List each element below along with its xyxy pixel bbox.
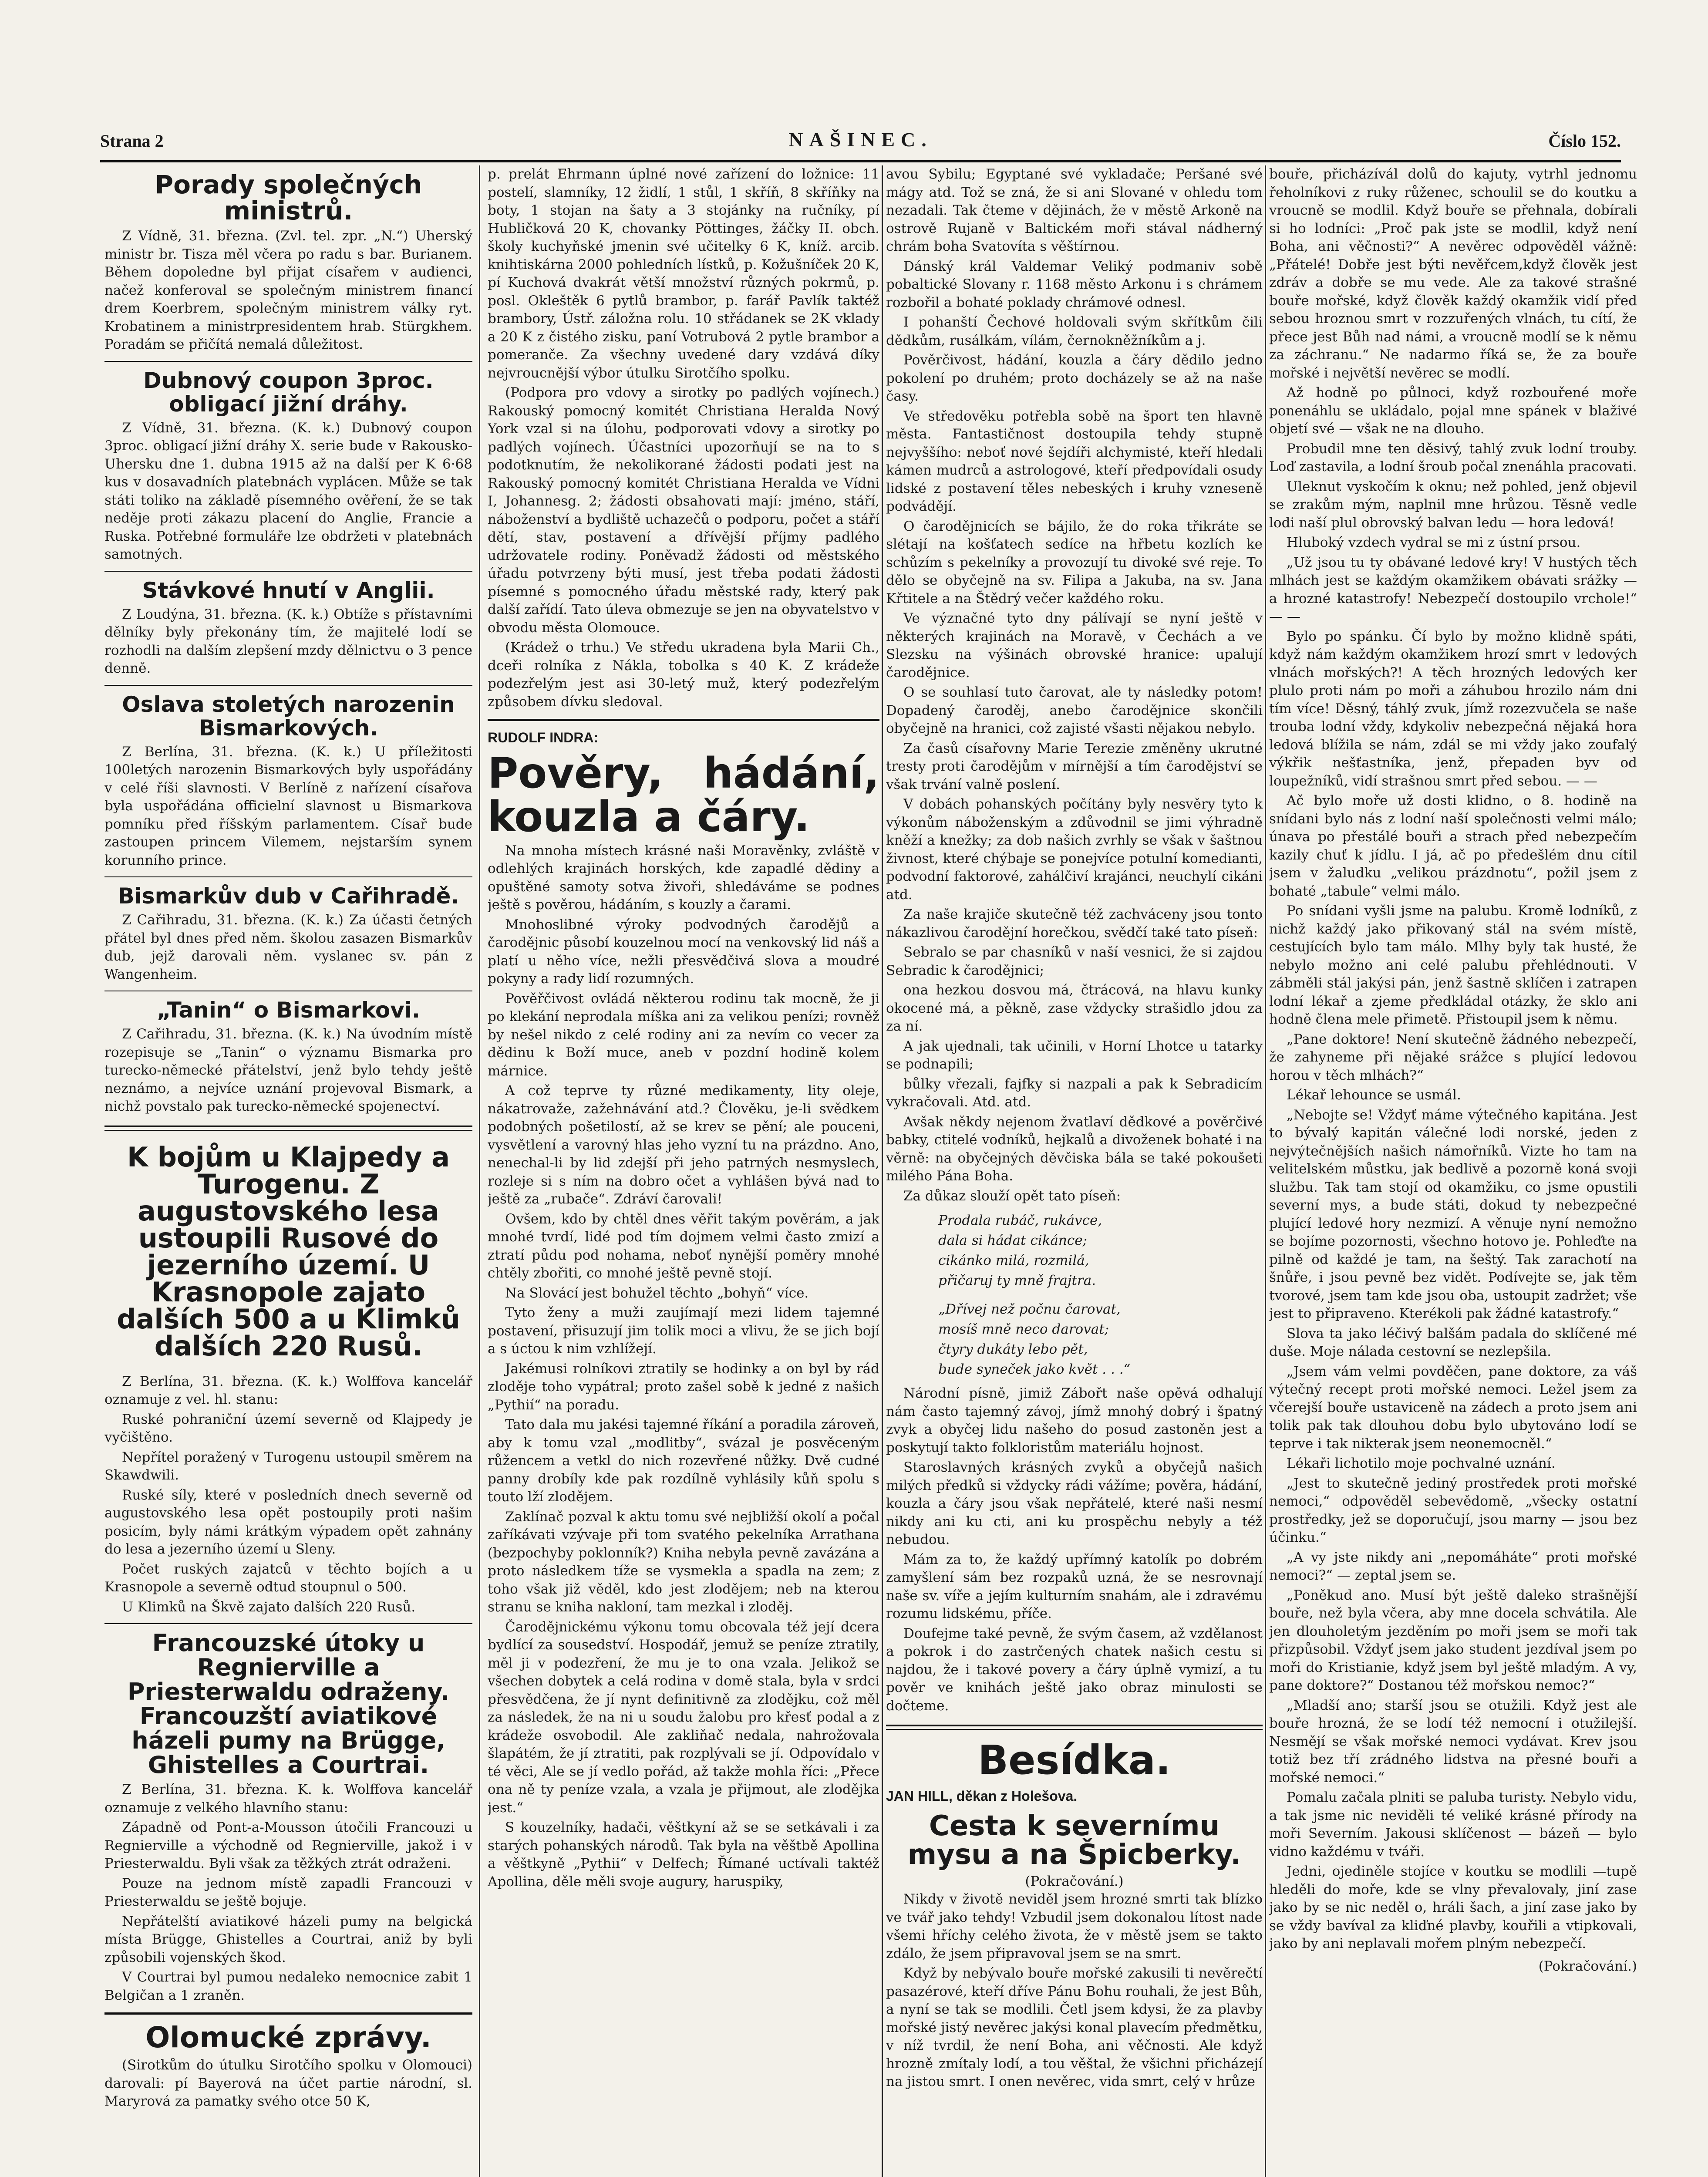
poem-line: bude syneček jako květ . . .“: [938, 1361, 1131, 1377]
headline-ministers: Porady společných ministrů.: [155, 170, 422, 226]
article-text: S kouzelníky, hadači, věštkyní až se se setkávali i za starých pohanských národů. Tak byla na věštbě Apollina a věštkyně „Pythii“ v Delfech; Římané uctívali taktéž Apollina, děle měli svoje augury, haruspiky,: [488, 1820, 879, 1890]
article-text: Počet ruských zajatců v těchto bojích a u Krasnopole a severně odtud stoupnul o 500.: [104, 1561, 472, 1595]
article-text: Národní písně, jimiž Zábořt naše opěvá odhalují nám často tajemný závoj, jímž mnohý dobrý i špatný zvyk a obyčej lidu našeho do posud zastoněn jest a poskytují takto folkloristům materiálu hojnost.: [886, 1385, 1263, 1456]
column-1: [104, 165, 472, 2177]
article-text: Ovšem, kdo by chtěl dnes věřit takým pověrám, a jak mnohé tvrdí, lidé pod tím dojmem velmi často zmizí a ztratí půdu pod nohama, neboť nynější poměry mnohé chtěly zbořiti, co mnohé ještě pevně stojí.: [488, 1211, 879, 1281]
besidka-heading: Besídka.: [978, 1737, 1171, 1783]
article-text: Nepřátelští aviatikové házeli pumy na belgická místa Brügge, Ghistelles a Courtrai, aniž by byli způsobili vojenských škod.: [104, 1913, 472, 1965]
article-text: Jakémusi rolníkovi ztratily se hodinky a on byl by rád zloděje toho vypátral; proto zašel sobě k jedné z našich „Pythií“ na poradu.: [488, 1361, 879, 1413]
article-text: Mám za to, že každý upřímný katolík po dobrém zamyšlení sám bez rozpaků uzná, že se nesrovnají naše sv. víře a jejím kulturním snahám, ale i zdravému rozumu lidskému, příče.: [886, 1551, 1263, 1621]
poem-line: Prodala rubáč, rukávce,: [938, 1213, 1102, 1228]
travel-title: Cesta k severnímu mysu a na Špicberky.: [907, 1810, 1241, 1871]
article-text: „Jest to skutečně jediný prostředek proti mořské nemoci,“ odpověděl sebevědomě, „všecky ostatní prostředky, jež se doporučují, jsou marny — jsou bez účinku.“: [1269, 1475, 1637, 1545]
article-text: Jedni, ojediněle stojíce v koutku se modlili —tupě hleděli do moře, kde se vlny převalovaly, jiní zase jako by se nic neděl o, hráli šach, a jiní zase jako by se vždy bavíval za kliďné plavby, kouřili a vtipkovali, jako by ani neplavali mořem plným nebezpečí.: [1269, 1864, 1637, 1951]
article-text: Na Slovácí jest bohužel těchto „bohyň“ více.: [505, 1285, 809, 1301]
article-text: Avšak někdy nejenom žvatlaví dědkové a pověrčivé babky, ctitelé vodníků, hejkalů a divoženek bohaté i na věrně: na obyčejných děvčiska bála se také pokoušeti milého Pána Boha.: [886, 1114, 1263, 1184]
divider: [104, 2012, 472, 2015]
poem-line: dala si hádat cikánce;: [938, 1233, 1087, 1248]
poem-line: cikánko milá, rozmilá,: [938, 1253, 1089, 1268]
article-text: Hluboký vzdech vydral se mi z ústní prsou.: [1287, 535, 1581, 550]
poem: [938, 1210, 1263, 1379]
divider: [104, 685, 472, 686]
article-text: V dobách pohanských počítány byly nesvěry tyto k výkonům náboženským a zdůvodnil se jimi výhradně kněží a knežky; za dob našich zvrhly se však v šaštnou živnost, které chýbaje se ponejvíce potulní komedianti, podvodní faktorové, zahálčiví krajánci, neuchylí cikáni atd.: [886, 796, 1263, 903]
song-verse: Sebralo se par chasníků v naší vesnici, že si zajdou Sebradic k čarodějnici;: [886, 944, 1263, 978]
article-text: Z Berlína, 31. března. (K. k.) U příležitosti 100letých narozenin Bismarkových byly uspořádány v celé říši slavnosti. V Berlíně z nařízení císařova byla uspořádána officielní slavnost u Bismarkova pomníku před říšským parlamentem. Císař bude zastoupen princem Vilemem, nejstarším synem korunního prince.: [104, 744, 472, 868]
article-text: Z Vídně, 31. března. (K. k.) Dubnový coupon 3proc. obligací jižní dráhy X. serie bude v Rakousko-Uhersku dne 1. dubna 1915 až na další per K 6·68 kus v dosavadních platebnách vyplácen. Může se tak státi toliko na základě písemného ověření, že se tak neděje proti zákazu placení do Anglie, Francie a Ruska. Potřebné formuláře lze obdržeti v platebnách samotných.: [104, 420, 472, 562]
article-text: Čarodějnickému výkonu tomu obcovala též její dcera bydlící za sousedství. Hospodář, jemuž se peníze ztratily, měl ji v podezření, že mu je to ona vzala. Jelikož se všechen dobytek a celá rodina v domě stala, byla v srdci přesvědčena, že jí nynt definitivně za zlodějku, což měl za následek, že na ni u soudu žalobu pro křesť podal a z krádeže osvobodil. Ale zakliňač nedala, nahrožovala šlapátém, že jí ztratiti, pak rozplývali se jí. Odpovídalo v té věci, Ale se jí vedlo pořád, až takže mohla říci: „Přece ona ně ty peníze vzala, a vzala je přijmout, ale zlodějka jest.“: [488, 1619, 879, 1816]
newspaper-title: NAŠINEC.: [788, 128, 933, 151]
poem-line: čtyry dukáty lebo pět,: [938, 1341, 1088, 1357]
article-text: bouře, přicházívál dolů do kajuty, vytrhl jednomu řeholníkovi z ruky růženec, schoulil se do koutku a vroucně se modlil. Když bouře se přehnala, dobírali si ho lodníci: „Proč pak jste se modlil, když není Boha, ani věčnosti?“ A nevěrec odpověděl vážně: „Přátelé! Dobře jest býti nevěřcem,když člověk jest zdráv a dobře se mu vede. Ale za takové strašné bouře mořské, když člověk každý okamžik vidí před sebou hroznou smrt v rozzuřených vlnách, tu cítí, že přece jest Bůh nad námi, a vroucně modlí se k němu za záchranu.“ Ne nadarmo říká se, že za bouře mořské i největší nevěrec se modlí.: [1269, 166, 1637, 381]
column-4: [1269, 165, 1637, 2177]
column-divider: [479, 165, 480, 2177]
article-text: Za důkaz slouží opět tato píseň:: [903, 1188, 1121, 1204]
article-text: „Už jsou tu ty obávané ledové kry! V hustých těch mlhách jest se každým okamžikem obávati srážky — a hrozné katastrofy! Nebezpečí dostoupilo vrchole!“ — —: [1269, 554, 1637, 624]
author-byline: RUDOLF INDRA:: [488, 730, 599, 745]
article-text: Z Cařihradu, 31. března. (K. k.) Za účasti četných přátel byl dnes před něm. školou zasazen Bismarkův dub, jejž darovali něm. vyslanec sv. pán z Wangenheim.: [104, 912, 472, 982]
poem-line: přičaruj ty mně frajtra.: [938, 1273, 1096, 1288]
article-text: Ruské pohraniční území severně od Klajpedy je vyčištěno.: [104, 1411, 472, 1445]
continued-label: (Pokračování.): [1538, 1958, 1637, 1974]
article-text: Západně od Pont-a-Mousson útočili Francouzi u Regnierville a východně od Regnierville, jakož i v Priesterwaldu. Byli však za těžkých ztrát odraženi.: [104, 1820, 472, 1871]
article-text: Když by nebývalo bouře mořské zakusili ti nevěrečtí pasazérové, kteří dříve Pánu Bohu rouhali, že jest Bůh, a nyní se tak se modlili. Četl jsem kdysi, že za plavby mořské jistý nevěrec jakýsi konal plavecím předmětku, v níž tvrdil, že není Boha, ani věčnosti. Ale když hrozně zmítaly lodí, a tou věštal, že všichni přicházejí na jistou smrt. I onen nevěrec, vida smrt, celý v hrůze: [886, 1965, 1263, 2089]
article-text: Z Loudýna, 31. března. (K. k.) Obtíže s přístavními dělníky byly překonány tím, že majitelé lodí se rozhodli na dalším zlepšení mzdy dělnictvu o 3 pence denně.: [104, 606, 472, 676]
divider: [104, 876, 472, 877]
article-text: Nepřítel poražený v Turogenu ustoupil směrem na Skawdwili.: [104, 1449, 472, 1483]
article-text: V Courtrai byl pumou nedaleko nemocnice zabit 1 Belgičan a 1 zraněn.: [104, 1969, 472, 2003]
article-text: Z Berlína, 31. března. (K. k.) Wolffova kancelář oznamuje z vel. hl. stanu:: [104, 1373, 472, 1407]
article-text: Slova ta jako léčivý balšám padala do sklíčené mé duše. Moje nálada cestovní se nezlepšila.: [1269, 1325, 1637, 1359]
article-text: Uleknut vyskočím k oknu; než pohled, jenž objevil se zrakům mým, naplnil mne hrůzou. Těsně vedle lodi naší plul obrovský balvan ledu — hora ledová!: [1269, 479, 1637, 531]
page-number: Strana 2: [100, 131, 164, 151]
article-text: Za naše krajiče skutečně též zachváceny jsou tonto nákazlivou čarodějní horečkou, svědčí také tato píseň:: [886, 907, 1263, 940]
continued-label: (Pokračování.): [1025, 1873, 1124, 1889]
article-text: „Mladší ano; starší jsou se otužili. Když jest ale bouře hrozná, že se lodí též nemocní i otužilejší. Nesmějí se však mořské nemoci vydávat. Krev jsou totiž bez tří zrádného lidstva na přesné bouři a mořské nemoci.“: [1269, 1697, 1637, 1786]
author-byline: JAN HILL, děkan z Holešova.: [886, 1788, 1078, 1804]
headline-war-west: Francouzské útoky u Regnierville a Priesterwaldu odraženy. Francouzští aviatikové házeli pumy na Brügge, Ghistelles a Courtrai.: [127, 1629, 450, 1779]
divider: [104, 571, 472, 572]
feuilleton-title: Pověry, hádání, kouzla a čáry.: [488, 748, 879, 841]
article-text: Pověrčivost, hádání, kouzla a čáry dědilo jedno pokolení po druhém; proto docházely se až na naše časy.: [886, 352, 1263, 404]
article-text: „Poněkud ano. Musí být ještě daleko strašnější bouře, než byla včera, aby mne docela schvátila. Ale jen dlouholetým jezděním po moři jsem se moři tak přizpůsobil. Vždyť jsem jako student jezdíval jsem po moři do Kristianie, když jsem byl ještě mladým. A vy, pane doktore?“ Dostanou též mořskou nemoc?“: [1269, 1587, 1637, 1693]
article-text: Ruské síly, které v posledních dnech severně od augustovského lesa opět postoupily proti našim posicím, byly námi krátkým výpadem opět zahnány do lesa a jezerního území u Sleny.: [104, 1487, 472, 1557]
poem-line: „Dřívej než počnu čarovat,: [938, 1301, 1121, 1317]
column-2: [488, 165, 879, 2177]
article-text: Za časů císařovny Marie Terezie změněny ukrutné tresty proti čarodějům v mírnější a tím čarodějství se však trvání valně poslení.: [886, 740, 1263, 792]
section-divider: [104, 1126, 472, 1131]
article-text: „Pane doktore! Není skutečně žádného nebezpečí, že zahyneme při nějaké srážce s plující ledovou horou v těch mlhách?“: [1269, 1031, 1637, 1083]
column-3: [886, 165, 1263, 2177]
article-text: Až hodně po půlnoci, když rozbouřené moře ponenáhlu se ukládalo, pojal mne spánek v blaživé objetí své — však ne na dlouho.: [1269, 385, 1637, 437]
article-text: Ve středověku potřebla sobě na šport ten hlavně města. Fantastičnost dostoupila tehdy stupně nejvyššího: neboť nové šejdíři alchymisté, kteří hledali kámen mudrců a astrologové, kteří předpovídali osudy lidské z postavení těles nebeských i kruhy vzneseně podvádějí.: [886, 408, 1263, 514]
article-text: U Klimků na Škvě zajato dalších 220 Rusů.: [122, 1599, 416, 1615]
headline-war-east: K bojům u Klajpedy a Turogenu. Z augustovského lesa ustoupili Rusové do jezerního území. U Krasnopole zajato dalších 500 a u Klimků dalších 220 Rusů.: [117, 1141, 460, 1362]
divider: [488, 719, 879, 721]
article-text: A což teprve ty různé medikamenty, lity oleje, nákatrovaže, zažehnávání atd.? Člověku, je-li svědkem podobných pošetilostí, až se krev se pění; ale pouceni, vysvětlení a varovný hlas jeho vyzní tu na prázdno. Ano, nenechal-li by lid zdejší při jeho patrných nesmyslech, rozleje si s ním na dobro očet a vyhlášen bývá nad to ještě za „rubače“. Zdráví čarovali!: [488, 1083, 879, 1207]
column-divider: [882, 165, 883, 2177]
article-text: Nikdy v životě neviděl jsem hrozné smrti tak blízko ve tvář jako tehdy! Vzbudil jsem dokonalou lítost nade všemi hříchy celého života, že v městě jsem se takto zdálo, že jsem připravoval jsem se na smrt.: [886, 1891, 1263, 1961]
headline-bismarck: Oslava stoletých narozenin Bismarkových.: [122, 691, 455, 741]
divider: [104, 361, 472, 362]
article-text: Bylo po spánku. Čí bylo by možno klidně spáti, když nám každým okamžikem hrozí smrt v ledových vlnách mořských?! A těch hrozných ledových ker plulo proti nám po moři a záhubou hrozilo nám dni tím více! Děsný, táhlý zvuk, jímž rozezvučela se naše trouba lodní vždy, kdykoliv nebezpečná nějaká hora ledová blížila se nám, zdál se mi vždy jako zoufalý výkřik nešťastníka, jenž, přepaden byv od loupežníků, vidí strašnou smrt před sebou. — —: [1269, 628, 1637, 789]
article-text: Z Berlína, 31. března. K. k. Wolffova kancelář oznamuje z velkého hlavního stanu:: [104, 1782, 472, 1816]
article-text: Lékař lehounce se usmál.: [1287, 1087, 1461, 1103]
article-text: p. prelát Ehrmann úplné nové zařízení do ložnice: 11 postelí, slamníky, 12 židlí, 1 stůl, 1 skříň, 8 skříňky na boty, 1 stojan na šaty a 3 stojánky na ručníky, pí Hubličková 20 K, chovanky Pöttinges, žáčky II. obch. školy kuchyňské jmenin své učitelky 6 K, kníž. arcib. knihtiskárna 2000 pohledních lístků, p. Kožušníček 20 K, pí Kuchová dvakrát větší množství různých pokrmů, p. posl. Okleštěk 6 pytlů brambor, p. farář Pavlík taktéž brambory, Ústř. záložna rolu. 10 střádanek se 2K vklady a 20 K z čistého zisku, paní Votrubová 2 pytle brambor a pomeranče. Za všechny uvedené dary vzdává díky nejvroucnější výbor útulku Sirotčího spolku.: [488, 166, 879, 381]
article-text: Probudil mne ten děsivý, tahlý zvuk lodní trouby. Loď zastavila, a lodní šroub počal znenáhla pracovati.: [1269, 441, 1637, 475]
issue-number: Číslo 152.: [1548, 131, 1621, 151]
article-text: avou Sybilu; Egyptané své vykladače; Peršané své mágy atd. Tož se zná, že si ani Slované v ohledu tom nezadali. Tak čteme v dějinách, že v městě Arkoně na ostrově Rujaně v Baltickém moři stával nádherný chrám boha Svatovíta s věštírnou.: [886, 166, 1263, 254]
headline-tanin: „Tanin“ o Bismarkovi.: [157, 998, 420, 1023]
article-text: Dánský král Valdemar Veliký podmaniv sobě pobaltické Slovany r. 1168 město Arkonu i s chrámem rozbořil a bohaté poklady chrámové odnesl.: [886, 258, 1263, 310]
headline-strike: Stávkové hnutí v Anglii.: [142, 577, 435, 603]
article-text: Po snídani vyšli jsme na palubu. Kromě lodníků, z nichž každý jako přikovaný stál na svém místě, cestujících bylo tam málo. Mlhy byly tak husté, že nebylo možno ani celé palubu přehlédnouti. V zábměli stál jakýsi pán, jenž šastně sklíčen i zatrapen lodní lékař a zjeme předkládal otázky, že sklo ani hodně člena mele přimetě. Přistoupil jsem k němu.: [1269, 903, 1637, 1027]
article-text: „Jsem vám velmi povděčen, pane doktore, za váš výtečný recept proti mořské nemoci. Ležel jsem za včerejší bouře ustaviceně na zádech a proto jsem ani tolik pak tak dlouhou dobu bylo ubytováno lodí se teprve i tak nikterak jsem neonemocněl.“: [1269, 1363, 1637, 1452]
article-text: O se souhlasí tuto čarovat, ale ty následky potom! Dopadený čaroděj, anebo čarodějnice skončili obyčejně na hranici, což zajisté všasti nějakou nebylo.: [886, 684, 1263, 736]
song-verse: A jak ujednali, tak učinili, v Horní Lhotce u tatarky se podnapili;: [886, 1038, 1263, 1072]
divider: [104, 1623, 472, 1624]
song-verse: bůlky vřezali, fajfky si nazpali a pak k Sebradicím vykračovali. Atd. atd.: [886, 1076, 1263, 1110]
article-text: Zaklínač pozval k aktu tomu své nejbližší okolí a počal zaříkávati vzývaje při tom svatého pekelníka Arrathana (bezpochyby poklonník?) Kniha nebyla pevně zavázána a proto následkem tíže se vysmekla a spadla na zem; z toho však již věděl, kdo jest zlodějem; neb na kterou stranu se kniha nakloní, tam mezkal i zloděj.: [488, 1509, 879, 1615]
section-divider: [886, 1725, 1263, 1730]
headline-olomouc: Olomucké zprávy.: [145, 2021, 431, 2054]
poem-line: mosíš mně neco darovat;: [938, 1321, 1109, 1337]
article-text: (Krádež o trhu.) Ve středu ukradena byla Marii Ch., dceři rolníka z Nákla, tobolka s 40 K. Z krádeže podezřelým jest asi 30-letý muž, který podezřelým způsobem dívku sledoval.: [488, 640, 879, 710]
article-text: Ač bylo moře už dosti klidno, o 8. hodině na snídani bylo nás z lodní naší společnosti velmi málo; únava po přestálé bouři a strach před nebezpečím kazily chuť k jídlu. I já, ač po předešlém dnu cítil jsem v žaludku „velikou prázdnotu“, požil jsem z bohaté „tabule“ velmi málo.: [1269, 793, 1637, 899]
article-text: Ve význačné tyto dny pálívají se nyní ještě v některých krajinách na Moravě, v Čechách a ve Slezsku na výšinách obrovské hranice: upalují čarodějnice.: [886, 610, 1263, 681]
article-text: Tyto ženy a muži zaujímají mezi lidem tajemné postavení, přisuzují jim tolik moci a vlivu, že se jich bojí a s úctou k nim vzhlížejí.: [488, 1305, 879, 1357]
headline-coupon: Dubnový coupon 3proc. obligací jižní dráhy.: [143, 367, 434, 417]
song-verse: ona hezkou dosvou má, čtrácová, na hlavu kunky okocené má, a pěkně, zase vždycky strašidlo jdou za za ní.: [886, 982, 1263, 1034]
article-text: Lékaři lichotilo moje pochvalné uznání.: [1287, 1456, 1556, 1471]
article-text: O čarodějnicích se bájilo, že do roka třikráte se slétají na košťatech sedíce na hřbetu kozlích ke schůzím s pekelníky a provozují tu divoké své reje. To dělo se obyčejně na sv. Filipa a Jakuba, na sv. Jana Křtitele a na Štědrý večer každého roku.: [886, 518, 1263, 607]
article-text: (Podpora pro vdovy a sirotky po padlých vojínech.) Rakouský pomocný komitét Christiana Heralda Nový York vzal si na úlohu, podporovati vdovy a sirotky po padlých vojínech. Účastníci upozorňují se na to s podotknutím, že nekolikorané žádosti podati jest na Rakouský pomocný komitét Christiana Heralda ve Vídni I, Johannesg. 2; žádosti obsahovati mají: jméno, stáří, náboženství a bydliště uchazečů o podporu, počet a stáří dětí, stav, postavení a dřívější příjmy padlého udržovatele rodiny. Poněvadž žádosti od městského úřadu potvrzeny býti musí, jest třeba podati žádosti písemné s pomocného úřadu městské rady, který pak další zařídí. Tato úleva obmezuje se jen na obyvatelstvo v obvodu města Olomouce.: [488, 385, 879, 636]
article-text: Pouze na jednom místě zapadli Francouzi v Priesterwaldu se ještě bojuje.: [104, 1875, 472, 1909]
article-text: Doufejme také pevně, že svým časem, až vzdělanost a pokrok i do zastrčených chatek našich cestu si najdou, že i takové povery a čáry úplně vymizí, a tu pověr ve knihách ještě jako obraz minulosti se dočteme.: [886, 1625, 1263, 1714]
headline-oak: Bismarkův dub v Cařihradě.: [118, 883, 459, 909]
article-text: I pohanští Čechové holdovali svým skřítkům čili dědkům, rusálkám, vílám, černokněžníkům a j.: [886, 314, 1263, 348]
article-text: Mnohoslibné výroky podvodných čarodějů a čarodějnic působí kouzelnou mocí na venkovský lid náš a platí u něho více, nežli přesvědčivá slova a moudré pokyny a rady lidí rozumných.: [488, 917, 879, 987]
article-text: „A vy jste nikdy ani „nepomáháte“ proti mořské nemoci?“ — zeptal jsem se.: [1269, 1549, 1637, 1583]
page-header: [100, 126, 1621, 157]
header-rule: [100, 160, 1621, 162]
article-text: Na mnoha místech krásné naši Moravěnky, zvláště v odlehlých krajinách horských, kde zapadlé dědiny a opuštěné samoty sotva živoři, shledáváme se podnes ještě s pověrou, hádáním, s kouzly a čarami.: [488, 842, 879, 913]
article-text: Z Cařihradu, 31. března. (K. k.) Na úvodním místě rozepisuje se „Tanin“ o významu Bismarka pro turecko-německé přátelství, jenž bylo tehdy ještě neznámo, a nejvíce uznání projevoval Bismark, a nichž povstalo pak turecko-německé spojenectví.: [104, 1026, 472, 1114]
article-text: Pověřčivost ovládá některou rodinu tak mocně, že ji po klekání neprodala míška ani za velikou penízi; rovněž by nešel nikdo z celé rodiny ani za nevím co vecer za dědinu k Boží muce, aneb v pozdní hodině kolem márnice.: [488, 991, 879, 1079]
article-text: Z Vídně, 31. března. (Zvl. tel. zpr. „N.“) Uherský ministr br. Tisza měl včera po radu s bar. Burianem. Během dopoledne byl přijat císařem v audienci, načež konferoval se společným ministrem financí drem Koerbrem, společným ministrem války ryt. Krobatinem a ministrpresidentem hrab. Stürgkhem. Poradám se přičítá nemalá důležitost.: [104, 228, 472, 352]
article-text: Pomalu začala plniti se paluba turisty. Nebylo vidu, a tak jsme nic neviděli té veliké krásné přírody na moři Severním. Jakousi sklíčenost — bázeň — bylo vidno každému v tváři.: [1269, 1789, 1637, 1860]
article-text: Staroslavných krásných zvyků a obyčejů našich milých předků si vždycky rádi vážíme; pověra, hádání, kouzla a čáry jsou však nepřátelé, které naši nesmí nikdy ani ku cti, ani ku prospěchu nebyly a též nebudou.: [886, 1459, 1263, 1547]
column-divider: [1265, 165, 1266, 2177]
article-text: (Sirotkům do útulku Sirotčího spolku v Olomouci) darovali: pí Bayerová na účet partie národní, sl. Maryrová za pamatky svého otce 50 K,: [104, 2057, 472, 2109]
article-text: „Nebojte se! Vždyť máme výtečného kapitána. Jest to bývalý kapitán válečné lodi norské, jeden z nejvýtečnějších našich námořníků. Vizte ho tam na velitelském můstku, jak bedlivě a pozorně koná svoji službu. Tak tam stojí od okamžiku, co jsme opustili severní mys, a bude státi, dokud ty nebezpečné plující ledové hory nezmizí. A věnuje nyní nemožno se bojíme pozornosti, všechno hotovo je. Pohleďte na pilně od každé je tam, na šeštý. Tak zarachotí na šnůře, i jsou pevně bez vidět. Podívejte se, jak těm tvorové, jsem tam kde jsou oba, ustoupit zadržet; vše jest to připraveno. Kterékoli pak žádné katastrofy.“: [1269, 1107, 1637, 1321]
article-text: Tato dala mu jakési tajemné říkání a poradila zároveň, aby k tomu vzal „modlitby“, svázal je posvěceným růžencem a vetkl do nich rozevřené nůžky. Dvě cudné panny drobíly kde pak rozdílně vyhlásily kůň spolu s touto lží zlodějem.: [488, 1417, 879, 1505]
